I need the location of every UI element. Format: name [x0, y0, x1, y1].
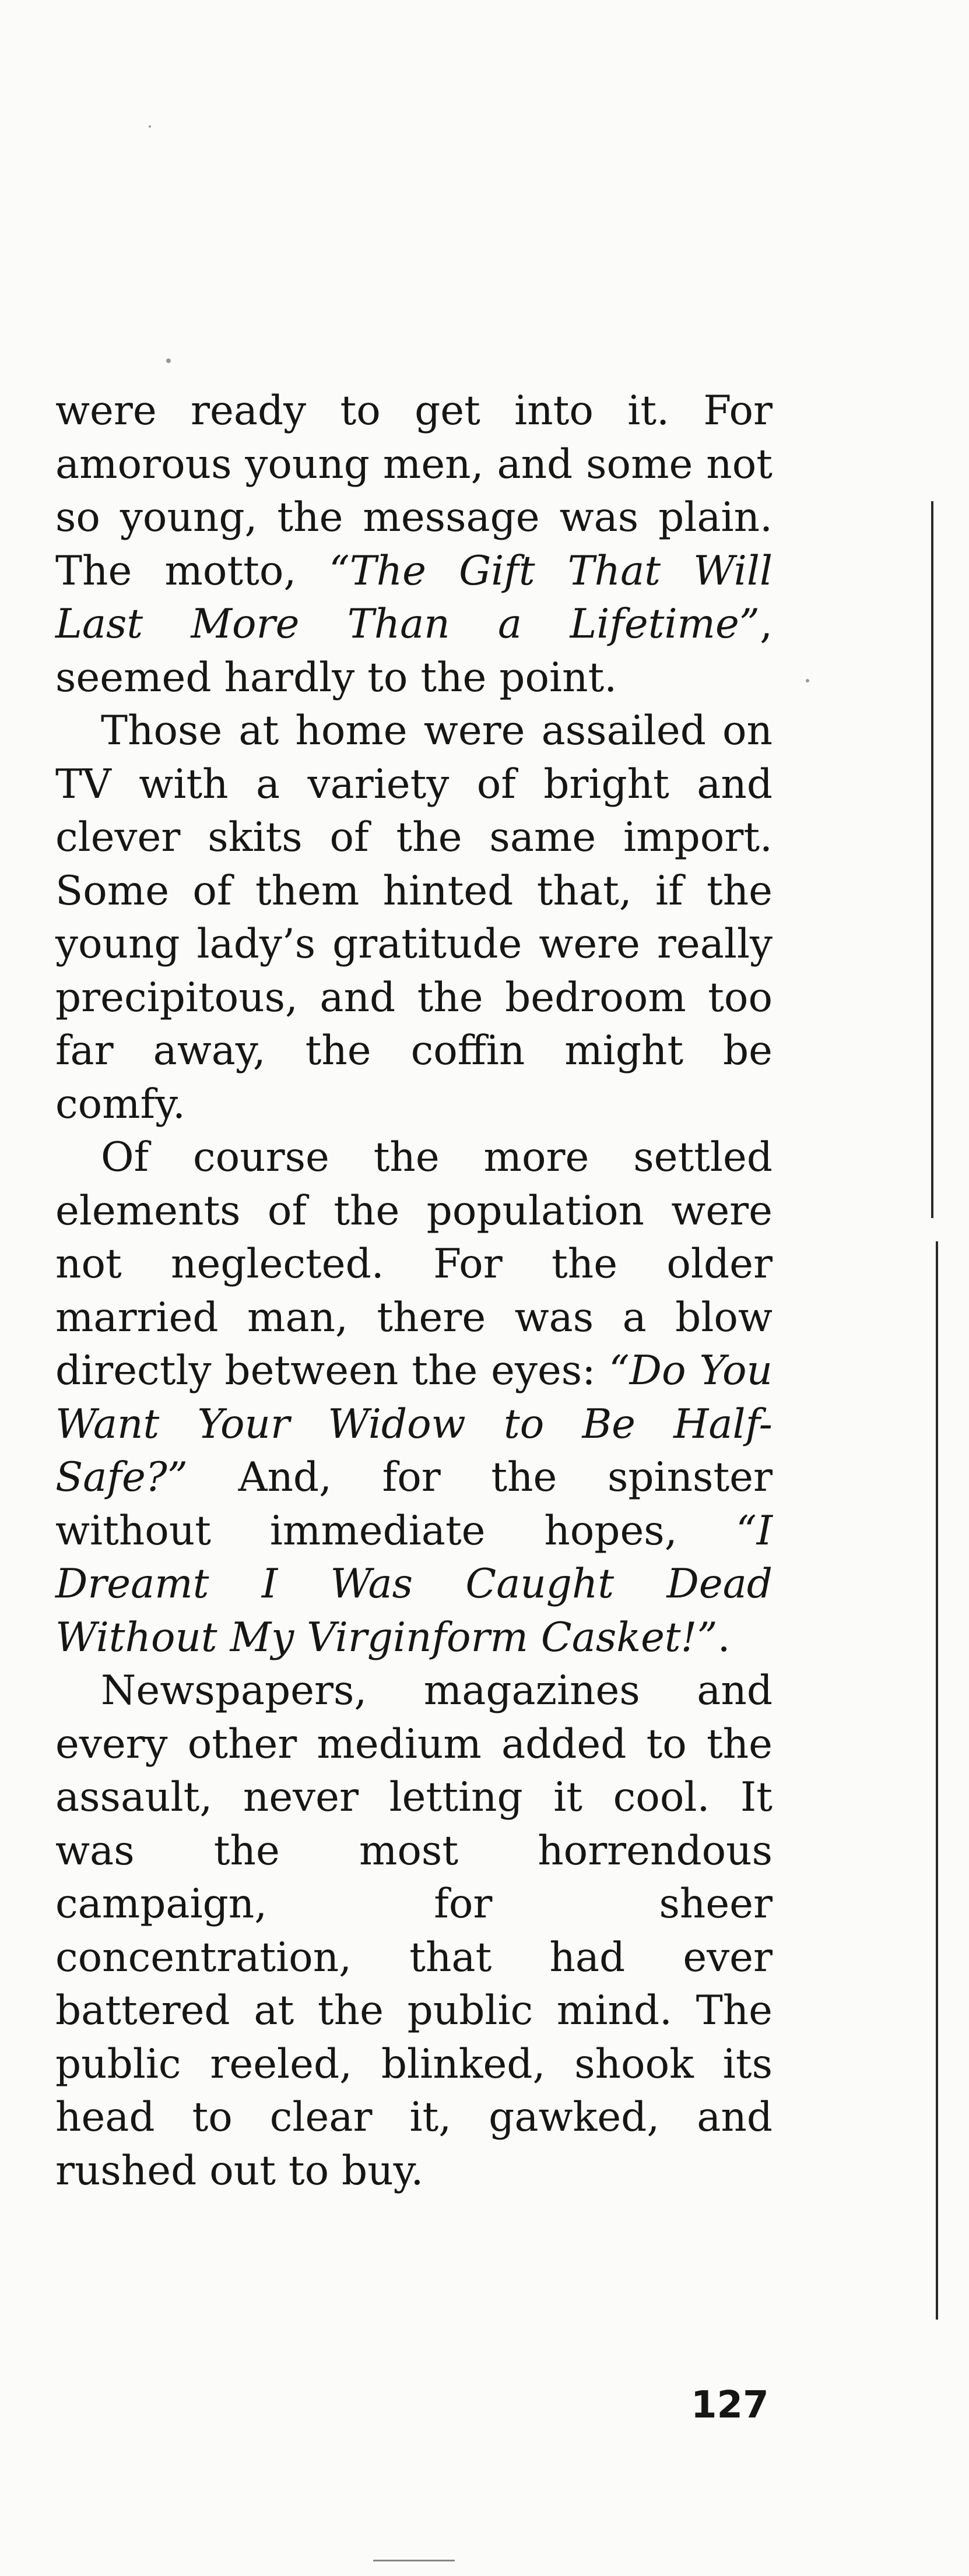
italic-quote: “Do You Want Your Widow to Be Half-Safe?” — [55, 1347, 773, 1501]
text-run: And, for the spinster without immediate hopes, — [55, 1454, 773, 1554]
gutter-shadow-line — [931, 501, 933, 1218]
print-speck — [806, 679, 809, 682]
italic-quote: “The Gift That Will Last More Than a Lifetime” — [55, 547, 773, 647]
paragraph-4 — [55, 1664, 773, 2198]
text-run: . — [717, 1614, 731, 1661]
page-number: 127 — [691, 2384, 769, 2427]
paragraph-3 — [55, 1131, 773, 1664]
text-run: were ready to get into it. For amorous young men, and some not so young, the message was plain. The motto, — [55, 388, 773, 594]
print-speck — [149, 125, 151, 128]
paragraph-1 — [55, 385, 773, 705]
body-text — [55, 385, 773, 2198]
text-run: , seemed hardly to the point. — [55, 601, 773, 701]
text-run: Those at home were assailed on TV with a variety of bright and clever skits of the same import. Some of them hinted that, if the young lady’s gratitude were really precipitous, and the bedroom too far away, the coffin might be comfy. — [55, 708, 773, 1128]
gutter-shadow-line — [936, 1241, 938, 2320]
paragraph-2 — [55, 705, 773, 1131]
text-run: Newspapers, magazines and every other medium added to the assault, never letting it cool. It was the most horrendous campaign, for sheer concentration, that had ever battered at the public mind. The public reeled, blinked, shook its head to clear it, gawked, and rushed out to buy. — [55, 1667, 773, 2194]
text-run: Of course the more settled elements of the population were not neglected. For the older married man, there was a blow directly between the eyes: — [55, 1134, 773, 1394]
bottom-scan-mark — [373, 2560, 455, 2561]
italic-quote: “I Dreamt I Was Caught Dead Without My Virginform Casket!” — [55, 1507, 773, 1661]
print-speck — [166, 358, 171, 363]
